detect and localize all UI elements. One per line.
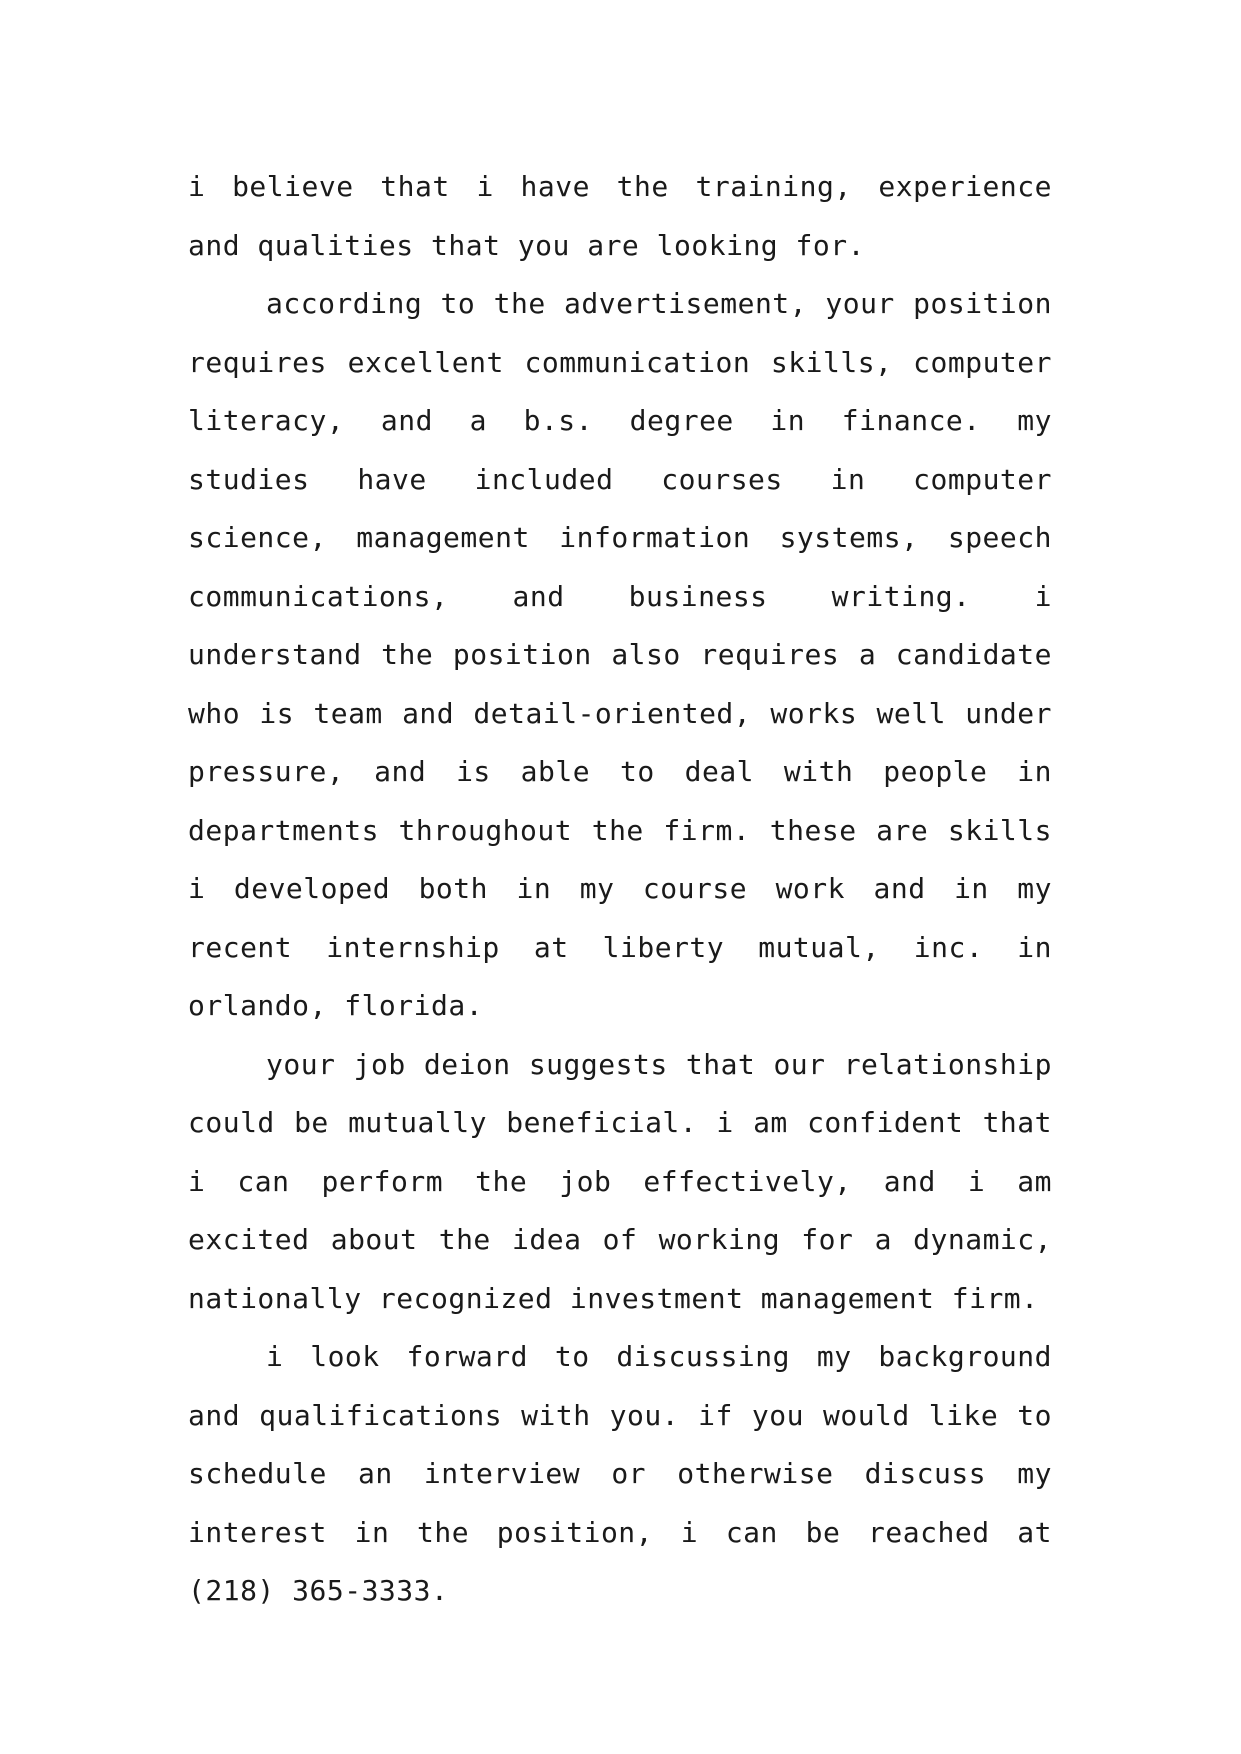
paragraph-requirements: according to the advertisement, your position requires excellent communication skills, computer literacy, and a b.s. degree in finance. my studies have included courses in computer science, management information systems, speech communications, and business writing. i understand the position also requires a candidate who is team and detail-oriented, works well under pressure, and is able to deal with people in departments throughout the firm. these are skills i developed both in my course work and in my recent internship at liberty mutual, inc. in orlando, florida. [188,287,1052,1022]
letter-body [188,158,1052,1621]
paragraph-contact: i look forward to discussing my background and qualifications with you. if you would like to schedule an interview or otherwise discuss my interest in the position, i can be reached at (218) 365-3333. [188,1340,1052,1607]
paragraph-qualities: i believe that i have the training, experience and qualities that you are looking for. [188,170,1052,262]
paragraph-job-description: your job deion suggests that our relationship could be mutually beneficial. i am confident that i can perform the job effectively, and i am excited about the idea of working for a dynamic, nationally recognized investment management firm. [188,1047,1052,1315]
